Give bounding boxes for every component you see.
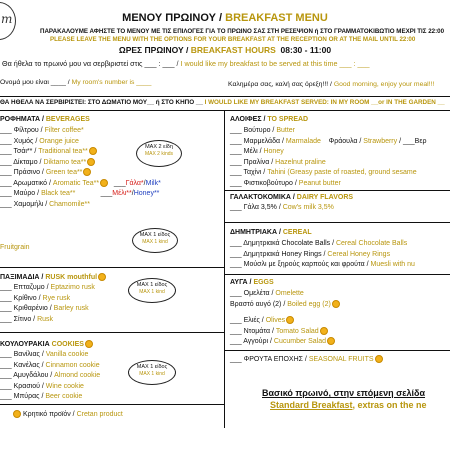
list-item[interactable]: ___ Αμυγδάλου / Almond cookie: [0, 372, 101, 379]
list-item[interactable]: ___ Μούσλι με ξηρούς καρπούς και φρούτα / Muesli with nu: [230, 261, 415, 268]
divider-top: [0, 96, 450, 97]
column-divider: [224, 110, 225, 428]
list-item[interactable]: ___ Ταχίνι / Tahini (Greasy paste of roasted, ground sesame: [230, 169, 417, 176]
serve-english: I WOULD LIKE MY BREAKFAST SERVED: IN MY ROOM __or IN THE GARDEN __: [204, 99, 445, 106]
seasonal-fruits-item[interactable]: ___ ΦΡΟΥΤΑ ΕΠΟΧΗΣ / SEASONAL FRUITS: [230, 355, 383, 363]
name-greek: Ονομά μου είναι ____: [0, 79, 66, 86]
greeting-greek: Καλημέρα σας, καλή σας όρεξη!!!: [228, 81, 329, 88]
list-item[interactable]: ___ Αρωματικό / Aromatic Tea** ___Γάλα*/Milk*: [0, 179, 161, 187]
list-item[interactable]: ___ Κρασιού / Wine cookie: [0, 382, 84, 390]
cretan-product-icon: [87, 158, 95, 166]
time-question-english: I would like my breakfast to be served at this time ___ : ___: [180, 59, 370, 68]
fruitgrain-item[interactable]: Fruitgrain: [0, 244, 30, 251]
beverage-list: [0, 126, 161, 210]
list-item[interactable]: ___ Μπύρας / Beer cookie: [0, 393, 83, 400]
list-item[interactable]: ___ Σίτινο / Rusk: [0, 315, 54, 323]
section-dairy: ΓΑΛΑΚΤΟΚΟΜΙΚΑ / DAIRY FLAVORS: [230, 194, 354, 201]
page-title: [0, 12, 450, 24]
max-2-kinds-oval: MAX 2 είδη MAX 2 kinds: [136, 140, 182, 167]
greeting-line: Καλημέρα σας, καλή σας όρεξη!!! / Good morning, enjoy your meal!!!: [228, 81, 435, 88]
section-rusk: ΠΑΞΙΜΑΔΙΑ / RUSK mouthful: [0, 273, 106, 281]
max-1-kind-oval-cookies: MAX 1 είδος MAX 1 kind: [128, 360, 176, 385]
spread-list: [230, 126, 426, 189]
breakfast-hours: ΩΡΕΣ ΠΡΩΙΝΟΥ / BREAKFAST HOURS 08:30 - 11:00: [118, 45, 332, 55]
cretan-product-icon: [320, 327, 328, 335]
list-item[interactable]: ___ Κρίθινο / Rye rusk: [0, 294, 71, 302]
list-item[interactable]: ___ Βούτυρο / Butter: [230, 127, 296, 134]
divider-left-3: [0, 404, 224, 405]
hours-time: 08:30 - 11:00: [280, 45, 332, 55]
list-item[interactable]: ___ Βανίλιας / Vanilla cookie: [0, 351, 89, 358]
divider-left-2: [0, 332, 224, 333]
list-item[interactable]: ___ Πραλίνα / Hazelnut praline: [230, 158, 326, 166]
list-item[interactable]: ___ Γάλα 3,5% / Cow's milk 3,5%: [230, 204, 334, 211]
logo-mark: m: [1, 12, 13, 26]
cretan-product-icon: [85, 340, 93, 348]
notice-english: PLEASE LEAVE THE MENU WITH THE OPTIONS FOR YOUR BREAKFAST AT THE RECEPTION OR AT THE MAIL UNTIL 22:00: [50, 36, 416, 43]
divider-right-4: [224, 350, 450, 351]
time-question: Θα ήθελα το πρωινό μου να σερβιριστεί στις ___ : ___ / I would like my breakfast to be served at this time ___ : ___: [2, 59, 370, 68]
list-item[interactable]: ___ Φίλτρου / Filter coffee*: [0, 127, 84, 134]
list-item[interactable]: ___ Τσάι** / Traditional tea**: [0, 147, 161, 158]
hours-english: BREAKFAST HOURS: [190, 45, 276, 55]
list-item[interactable]: ___ Χυμός / Orange juice: [0, 137, 79, 145]
divider-right-3: [224, 274, 450, 275]
list-item[interactable]: Βραστό αυγό (2) / Boiled egg (2): [230, 300, 340, 311]
egg-list: [230, 289, 340, 310]
max-1-kind-oval-rusk: MAX 1 είδος MAX 1 kind: [128, 278, 176, 303]
serve-line: [0, 99, 445, 106]
room-number-english: My room's number is ____: [71, 79, 152, 86]
section-cookies: ΚΟΥΛΟΥΡΑΚΙΑ COOKIES: [0, 340, 93, 348]
basic-breakfast-note-greek: Βασικό πρωινό, στην επόμενη σελίδα: [262, 388, 426, 398]
list-item[interactable]: ___ Επταζυμο / Eptazimo rusk: [0, 284, 95, 291]
cretan-product-icon: [327, 337, 335, 345]
list-item[interactable]: ___ Μέλι / Honey: [230, 148, 284, 155]
cretan-product-icon: [100, 179, 108, 187]
list-item[interactable]: ___ Δίκταμο / Diktamo tea**: [0, 158, 161, 169]
divider-right-2: [224, 222, 450, 223]
name-line: Ονομά μου είναι ____ / My room's number is ____: [0, 79, 152, 86]
cretan-product-icon: [83, 168, 91, 176]
cretan-product-icon: [375, 355, 383, 363]
honey-english: Honey**: [133, 190, 160, 197]
list-item[interactable]: ___ Δημητριακά Chocolate Balls / Cereal Chocolate Balls: [230, 240, 408, 247]
cretan-product-icon: [98, 273, 106, 281]
list-item[interactable]: ___ Ελιές / Olives: [230, 316, 335, 327]
list-item[interactable]: ___ Πράσινο / Green tea**: [0, 168, 161, 179]
greeting-english: Good morning, enjoy your meal!!!: [333, 81, 435, 88]
rusk-list: [0, 283, 95, 325]
section-beverages: ΡΟΦΗΜΑΤΑ / BEVERAGES: [0, 116, 90, 123]
cereal-list: [230, 239, 415, 271]
beverages-greek: ΡΟΦΗΜΑΤΑ: [0, 116, 41, 123]
cretan-product-icon: [13, 410, 21, 418]
divider-left-1: [0, 267, 224, 268]
beverages-english: BEVERAGES: [45, 116, 90, 123]
list-item[interactable]: ___ Κανέλας / Cinnamon cookie: [0, 361, 100, 369]
milk-english: Milk*: [145, 179, 161, 187]
vegetable-list: [230, 316, 335, 348]
hours-greek: ΩΡΕΣ ΠΡΩΙΝΟΥ: [118, 45, 184, 55]
divider-under-serve: [0, 110, 450, 111]
max-1-kind-oval-yogurt: MAX 1 είδος MAX 1 kind: [132, 228, 178, 253]
section-eggs: ΑΥΓΑ / EGGS: [230, 279, 274, 286]
list-item[interactable]: ___ Κριθαρένιο / Barley rusk: [0, 305, 89, 312]
list-item[interactable]: ___ Ντομάτα / Tomato Salad: [230, 327, 335, 338]
title-english: BREAKFAST MENU: [225, 12, 328, 24]
cretan-product-icon: [286, 316, 294, 324]
list-item[interactable]: ___ Αγγούρι / Cucumber Salad: [230, 337, 335, 348]
title-separator: /: [219, 12, 223, 24]
list-item[interactable]: ___ Χαμομήλι / Chamomile**: [0, 200, 90, 208]
list-item[interactable]: ___ Ομελέτα / Omelette: [230, 290, 304, 297]
list-item[interactable]: ___ Δημητριακά Honey Rings / Cereal Honey Rings: [230, 250, 391, 258]
cretan-legend: Κρητικό προϊόν / Cretan product: [12, 410, 123, 418]
title-greek: ΜΕΝΟΥ ΠΡΩΙΝΟΥ: [122, 12, 216, 24]
list-item[interactable]: ___ Μαρμελάδα / Marmalade Φράουλα / Strawberry / ___Βερ: [230, 137, 427, 145]
list-item[interactable]: ___ Μαύρο / Black tea** ___Μέλι**/Honey**: [0, 190, 160, 197]
cretan-product-icon: [89, 147, 97, 155]
cretan-product-icon: [332, 300, 340, 308]
notice-greek: ΠΑΡΑΚΑΛΟΥΜΕ ΑΦΗΣΤΕ ΤΟ ΜΕΝΟΥ ΜΕ ΤΙΣ ΕΠΙΛΟΓΕΣ ΓΙΑ ΤΟ ΠΡΩΙΝΟ ΣΑΣ ΣΤΗ ΡΕΣΕΨΙΟΝ ή ΣΤΟ ΓΡΑΜΜΑΤΟΚΙΒΩΤΙΟ ΜΕΧΡΙ ΤΙΣ 22:00: [40, 28, 445, 35]
honey-greek: Μέλι**: [112, 190, 132, 197]
section-cereal: ΔΗΜΗΤΡΙΑΚΑ / CEREAL: [230, 229, 312, 236]
divider-right-1: [224, 190, 450, 191]
list-item[interactable]: ___ Φιστικοβούτυρο / Peanut butter: [230, 179, 341, 187]
section-spread: ΑΛΟΙΦΕΣ / TO SPREAD: [230, 116, 309, 123]
time-question-greek: Θα ήθελα το πρωινό μου να σερβιριστεί στις ___ : ___: [2, 59, 175, 68]
serve-greek: ΘΑ ΗΘΕΛΑ ΝΑ ΣΕΡΒΙΡΙΣΤΕΙ: ΣΤΟ ΔΩΜΑΤΙΟ ΜΟΥ__ ή ΣΤΟ ΚΗΠΟ __: [0, 99, 203, 106]
cookie-list: [0, 350, 100, 403]
basic-breakfast-note-english: Standard Breakfast, extras on the ne: [270, 400, 427, 410]
milk-greek: Γάλα*: [125, 179, 144, 187]
